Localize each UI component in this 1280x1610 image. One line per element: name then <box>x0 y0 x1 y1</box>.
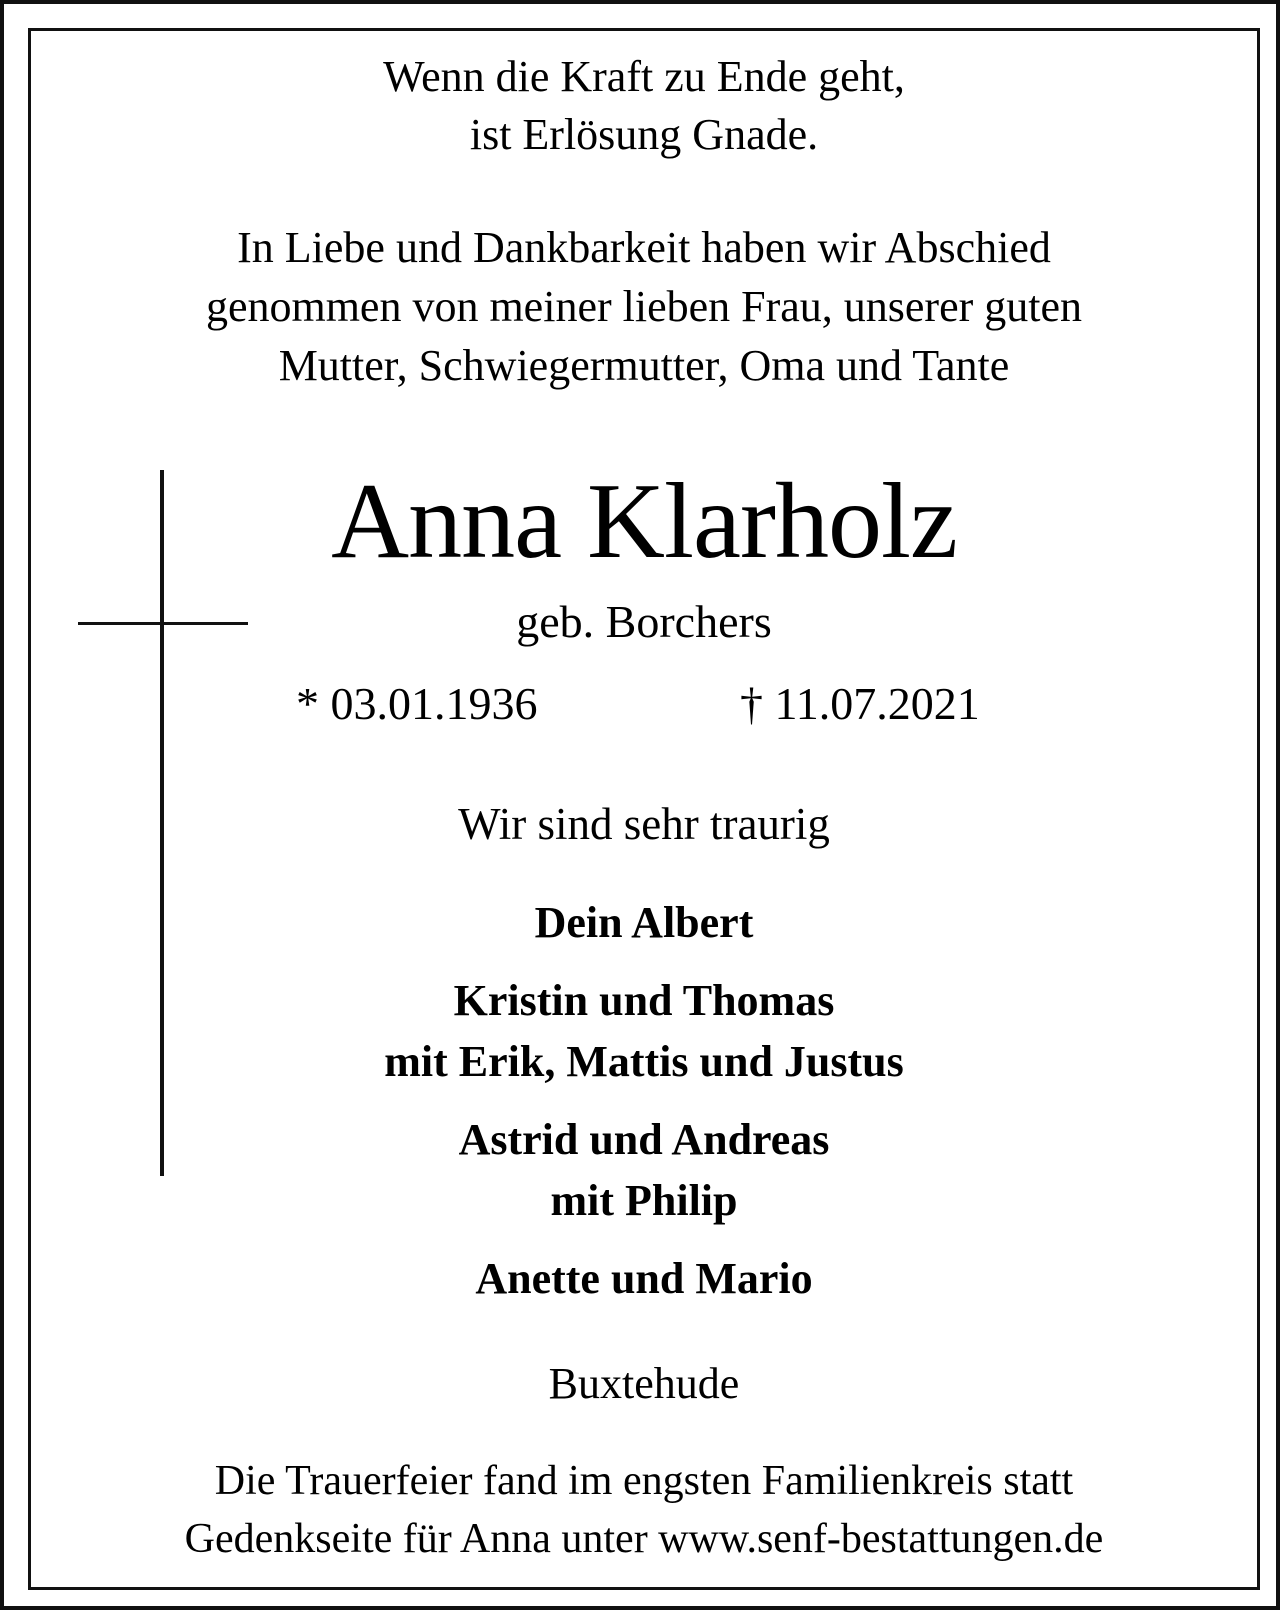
family-group-3 <box>4 1109 1280 1231</box>
family-group-1 <box>4 892 1280 953</box>
place-name: Buxtehude <box>548 1359 740 1408</box>
birth-date: * 03.01.1936 <box>296 678 538 729</box>
family-line-5: mit Philip <box>550 1176 738 1225</box>
family-line-2: Kristin und Thomas <box>453 976 835 1025</box>
death-date: † 11.07.2021 <box>740 678 980 729</box>
footer-line-2: Gedenkseite für Anna unter www.senf-bestattungen.de <box>184 1516 1104 1562</box>
intro-line-3: Mutter, Schwiegermutter, Oma und Tante <box>278 341 1010 390</box>
family-group-2 <box>4 970 1280 1092</box>
quote-line-1: Wenn die Kraft zu Ende geht, <box>383 52 905 101</box>
footer-section <box>4 1452 1280 1568</box>
family-line-1: Dein Albert <box>534 898 754 947</box>
quote-line-2: ist Erlösung Gnade. <box>469 110 819 159</box>
deceased-name: Anna Klarholz <box>331 462 957 581</box>
maiden-name: geb. Borchers <box>516 596 772 647</box>
intro-line-1: In Liebe und Dankbarkeit haben wir Abschied <box>237 223 1051 272</box>
family-line-6: Anette und Mario <box>475 1254 813 1303</box>
footer-line-1: Die Trauerfeier fand im engsten Familienkreis statt <box>214 1458 1074 1504</box>
family-group-4 <box>4 1248 1280 1309</box>
intro-line-2: genommen von meiner lieben Frau, unserer guten <box>205 282 1083 331</box>
family-line-3: mit Erik, Mattis und Justus <box>384 1037 904 1086</box>
sad-line: Wir sind sehr traurig <box>458 799 830 849</box>
family-line-4: Astrid und Andreas <box>458 1115 830 1164</box>
intro-section <box>4 218 1280 395</box>
quote-section <box>4 48 1280 164</box>
